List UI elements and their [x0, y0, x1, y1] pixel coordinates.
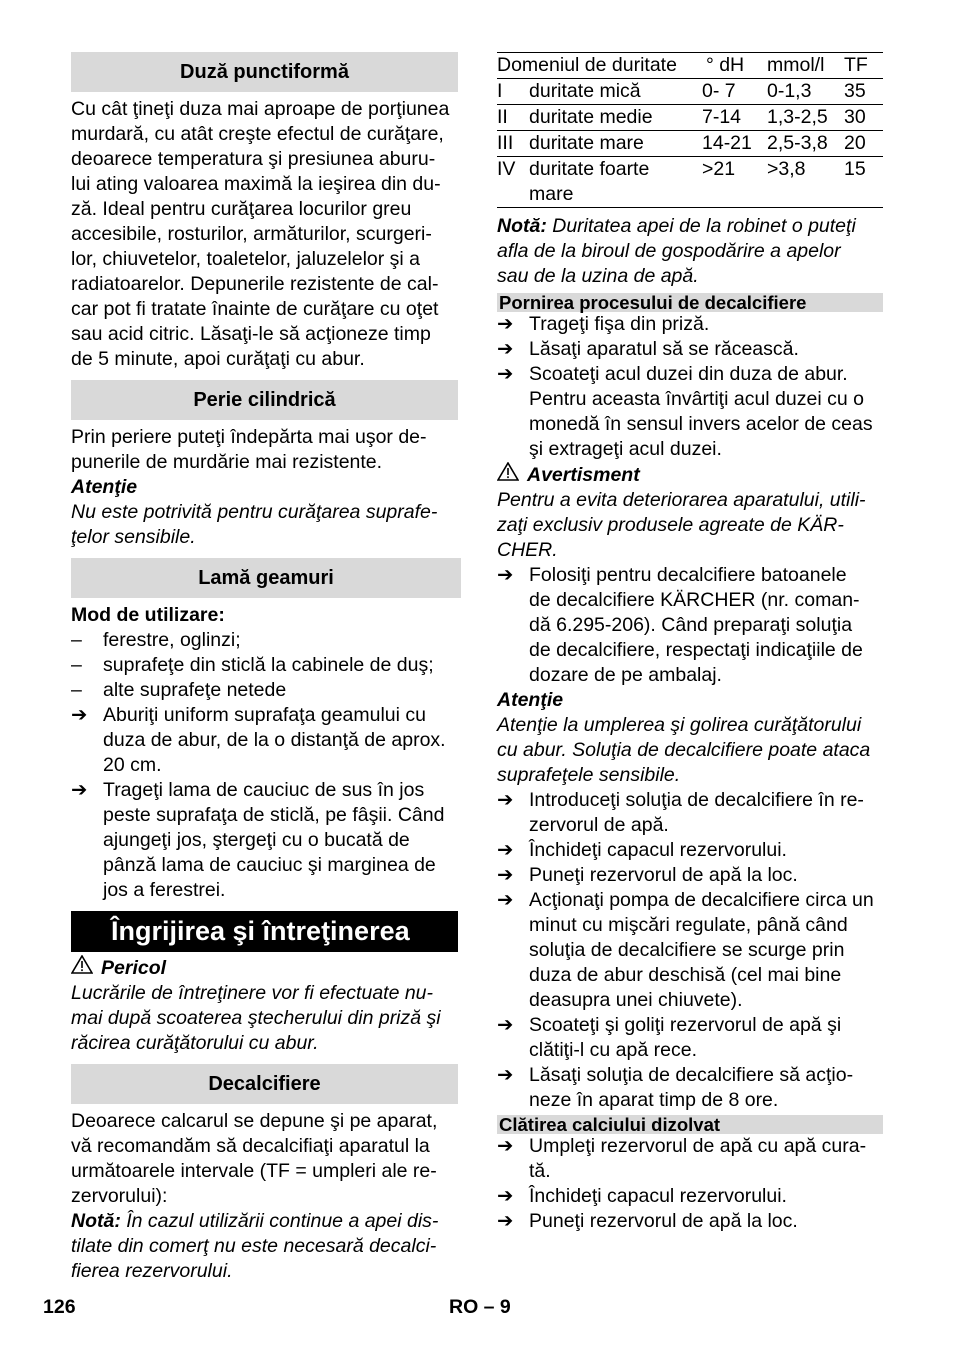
step-line: deasupra unei chiuvete).	[529, 989, 743, 1011]
brush-paragraph	[71, 425, 458, 475]
nozzle-paragraph	[71, 97, 458, 372]
step-line: tă.	[529, 1160, 551, 1182]
table-row: I duritate mică 0- 7 0-1,3 35	[497, 79, 883, 105]
text-line: suprafeţele sensibile.	[497, 764, 681, 786]
text-line: Nu este potrivită pentru curăţarea suprafe-	[71, 501, 438, 523]
section-heading-nozzle: Duză punctiformă	[71, 52, 458, 92]
arrow-right-icon: ➔	[497, 1135, 514, 1157]
brush-warning-label: Atenţie	[71, 476, 138, 498]
step-line: Trageţi lama de cauciuc de sus în jos	[103, 779, 425, 801]
text-line: Prin periere puteţi îndepărta mai uşor de-	[71, 426, 427, 448]
dash-bullet-icon: –	[71, 629, 82, 651]
text-line: CHER.	[497, 539, 558, 561]
squeegee-step-1	[71, 703, 458, 778]
step-line: de decalcifiere KÄRCHER (nr. coman-	[529, 589, 860, 611]
step-line: Lăsaţi soluţia de decalcifiere să acţio-	[529, 1064, 854, 1086]
step-descaler-sticks	[497, 563, 883, 688]
text-line: Cu cât ţineţi duza mai aproape de porţiunea	[71, 98, 450, 120]
warning-triangle-icon	[71, 955, 93, 981]
brush-warning-text	[71, 500, 458, 550]
arrow-right-icon: ➔	[497, 1014, 514, 1036]
arrow-right-icon: ➔	[497, 338, 514, 360]
step-line: Pentru aceasta învârtiţi acul duzei cu o	[529, 388, 864, 410]
step-line: Scoateţi şi goliţi rezervorul de apă şi	[529, 1014, 842, 1036]
descaling-note: Notă: În cazul utilizării continue a apei dis- tilate din comerţ nu este necesară decalci- fierea rezervorului.	[71, 1210, 439, 1282]
list-item: – suprafeţe din sticlă la cabinele de duş;	[71, 654, 434, 676]
hardness-note: Notă: Duritatea apei de la robinet o puteţi afla de la biroul de gospodărire a apelor sau de la uzina de apă.	[497, 215, 856, 287]
arrow-right-icon: ➔	[497, 1064, 514, 1086]
warning-label: Avertisment	[527, 464, 640, 486]
dash-bullet-icon: –	[71, 679, 82, 701]
list-item: – alte suprafeţe netede	[71, 679, 287, 701]
caution-label: Atenţie	[497, 689, 564, 711]
arrow-right-icon: ➔	[497, 789, 514, 811]
step-line: Puneţi rezervorul de apă la loc.	[529, 864, 798, 886]
text-line: lor, chiuvetelor, toaletelor, jaluzelelor şi a	[71, 248, 421, 270]
step-pour-solution	[497, 788, 883, 838]
text-line: punerile de murdărie mai rezistente.	[71, 451, 383, 473]
warning-triangle-icon	[497, 462, 519, 488]
list-item: – ferestre, oglinzi;	[71, 629, 241, 651]
step-close-cap-2	[497, 1184, 883, 1209]
step-line: dozare de pe ambalaj.	[529, 664, 722, 686]
text-line: deoarece temperatura şi presiunea aburu-	[71, 148, 436, 170]
warning-label-row	[497, 462, 883, 488]
step-line: şi extrageţi acul duzei.	[529, 438, 722, 460]
table-row: III duritate mare 14-21 2,5-3,8 20	[497, 131, 883, 157]
warning-text	[497, 488, 883, 563]
step-line: Închideţi capacul rezervorului.	[529, 1185, 787, 1207]
section-heading-descaling: Decalcifiere	[71, 1064, 458, 1104]
text-line: următoarele intervale (TF = umpleri ale re-	[71, 1160, 437, 1182]
table-row: IV duritate foarte mare >21 >3,8 15	[497, 157, 883, 208]
text-line: Pentru a evita deteriorarea aparatului, utili-	[497, 489, 866, 511]
text-line: de 5 minute, apoi curăţaţi cu abur.	[71, 348, 365, 370]
left-column	[71, 52, 458, 1284]
text-line: Deoarece calcarul se depune şi pe aparat,	[71, 1110, 438, 1132]
arrow-right-icon: ➔	[71, 779, 88, 801]
step-line: Scoateţi acul duzei din duza de abur.	[529, 363, 848, 385]
text-line: zaţi exclusiv produsele agreate de KÄR-	[497, 514, 844, 536]
step-line: monedă în sensul invers acelor de ceas	[529, 413, 873, 435]
step-line: duza de abur, de la o distanţă de aprox.	[103, 729, 446, 751]
text-line: ză. Ideal pentru curăţarea locurilor greu	[71, 198, 412, 220]
step-line: pânză lama de cauciuc şi marginea de	[103, 854, 436, 876]
text-line: car pot fi tratate înainte de curăţare cu oţet	[71, 298, 439, 320]
right-column	[497, 52, 883, 1234]
subheading-rinse: Clătirea calciului dizolvat	[497, 1115, 883, 1134]
arrow-right-icon: ➔	[497, 889, 514, 911]
step-line: Umpleţi rezervorul de apă cu apă cura-	[529, 1135, 867, 1157]
chapter-title: Îngrijirea şi întreţinerea	[71, 911, 458, 952]
step-wait	[497, 1063, 883, 1113]
step-reinsert-tank-2	[497, 1209, 883, 1234]
section-label: RO – 9	[449, 1296, 511, 1318]
usage-dash-list	[71, 628, 458, 703]
step-line: de decalcifiere, respectaţi indicaţiile de	[529, 639, 863, 661]
step-line: dă 6.295-206). Când preparaţi soluţia	[529, 614, 853, 636]
step-line: Lăsaţi aparatul să se răcească.	[529, 338, 799, 360]
text-line: accesibile, rosturilor, armăturilor, scurgeri-	[71, 223, 432, 245]
step-line: Acţionaţi pompa de decalcifiere circa un	[529, 889, 874, 911]
page-number: 126	[43, 1296, 76, 1318]
arrow-right-icon: ➔	[497, 363, 514, 385]
step-line: zervorul de apă.	[529, 814, 669, 836]
danger-label: Pericol	[101, 957, 167, 979]
text-line: mai după scoaterea ştecherului din priză şi	[71, 1007, 441, 1029]
step-remove-needle	[497, 362, 883, 462]
arrow-right-icon: ➔	[497, 1185, 514, 1207]
text-line: radiatoarelor. Depunerile rezistente de cal-	[71, 273, 439, 295]
section-heading-squeegee: Lamă geamuri	[71, 558, 461, 598]
step-line: jos a ferestrei.	[103, 879, 226, 901]
step-line: Puneţi rezervorul de apă la loc.	[529, 1210, 798, 1232]
danger-label-row	[71, 955, 458, 981]
note-label: Notă:	[71, 1210, 121, 1232]
step-line: Închideţi capacul rezervorului.	[529, 839, 787, 861]
text-line: sau acid citric. Lăsaţi-le să acţioneze timp	[71, 323, 431, 345]
text-line: lui ating valoarea maximă la ieşirea din du-	[71, 173, 441, 195]
text-line: murdară, cu atât creşte efectul de curăţare,	[71, 123, 444, 145]
arrow-right-icon: ➔	[497, 839, 514, 861]
text-line: Lucrările de întreţinere vor fi efectuate nu-	[71, 982, 434, 1004]
subheading-start-descaling: Pornirea procesului de decalcifiere	[497, 293, 883, 312]
hardness-table	[497, 52, 883, 208]
step-reinsert-tank	[497, 863, 883, 888]
step-close-cap	[497, 838, 883, 863]
squeegee-step-2	[71, 778, 458, 903]
descaling-paragraph	[71, 1109, 458, 1209]
step-line: clătiţi-l cu apă rece.	[529, 1039, 697, 1061]
section-heading-brush: Perie cilindrică	[71, 380, 458, 420]
table-row: II duritate medie 7-14 1,3-2,5 30	[497, 105, 883, 131]
step-line: Aburiţi uniform suprafaţa geamului cu	[103, 704, 426, 726]
dash-bullet-icon: –	[71, 654, 82, 676]
step-line: peste suprafaţa de sticlă, pe fâşii. Când	[103, 804, 445, 826]
step-line: soluţia de decalcifiere se scurge prin	[529, 939, 845, 961]
text-line: zervorului):	[71, 1185, 168, 1207]
text-line: ţelor sensibile.	[71, 526, 196, 548]
step-line: Introduceţi soluţia de decalcifiere în re-	[529, 789, 864, 811]
arrow-right-icon: ➔	[497, 1210, 514, 1232]
note-label: Notă:	[497, 215, 547, 237]
arrow-right-icon: ➔	[497, 313, 514, 335]
usage-label: Mod de utilizare:	[71, 604, 225, 626]
step-line: 20 cm.	[103, 754, 162, 776]
arrow-right-icon: ➔	[497, 864, 514, 886]
table-header-row: Domeniul de duritate ° dH mmol/l TF	[497, 53, 883, 79]
text-line: vă recomandăm să decalcifiaţi aparatul la	[71, 1135, 430, 1157]
step-line: Trageţi fişa din priză.	[529, 313, 710, 335]
step-fill-clean	[497, 1134, 883, 1184]
arrow-right-icon: ➔	[497, 564, 514, 586]
step-line: duza de abur deschisă (cel mai bine	[529, 964, 842, 986]
step-line: Folosiţi pentru decalcifiere batoanele	[529, 564, 847, 586]
step-line: neze în aparat timp de 8 ore.	[529, 1089, 779, 1111]
step-unplug	[497, 312, 883, 337]
arrow-right-icon: ➔	[71, 704, 88, 726]
step-line: ajungeţi jos, ştergeţi cu o bucată de	[103, 829, 410, 851]
text-line: răcirea curăţătorului cu abur.	[71, 1032, 319, 1054]
text-line: Atenţie la umplerea şi golirea curăţătorului	[497, 714, 862, 736]
step-cool	[497, 337, 883, 362]
step-empty-rinse	[497, 1013, 883, 1063]
step-pump	[497, 888, 883, 1013]
caution-text	[497, 713, 883, 788]
step-line: minut cu mişcări regulate, până când	[529, 914, 848, 936]
danger-text	[71, 981, 458, 1056]
text-line: cu abur. Soluţia de decalcifiere poate ataca	[497, 739, 871, 761]
